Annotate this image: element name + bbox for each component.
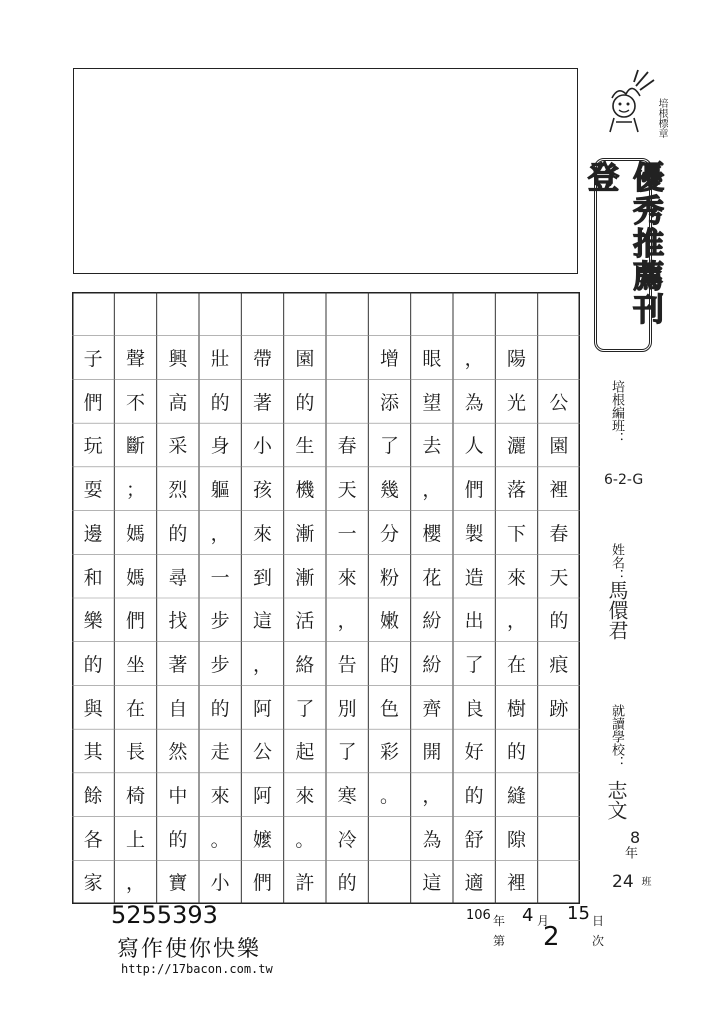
essay-cell: 孩	[252, 479, 272, 502]
badge-text: 優秀推薦刊登	[582, 161, 663, 326]
date-day-unit: 日	[592, 914, 605, 928]
essay-grid	[72, 292, 580, 904]
essay-cell: 壯	[210, 348, 230, 371]
essay-cell	[411, 292, 453, 336]
essay-cell: 軀	[210, 479, 230, 502]
essay-cell	[538, 816, 580, 860]
essay-cell: 來	[295, 785, 315, 808]
essay-cell: 的	[506, 741, 526, 764]
essay-cell: 著	[168, 653, 188, 676]
essay-cell: 人	[464, 435, 484, 458]
essay-cell: 在	[506, 653, 526, 676]
mascot-stamp-icon	[596, 66, 658, 136]
essay-cell: 樹	[506, 697, 526, 720]
essay-cell: 了	[379, 435, 399, 458]
essay-cell	[326, 379, 368, 423]
essay-cell: 的	[168, 828, 188, 851]
name-value: 馬儇君	[605, 580, 629, 640]
essay-cell: 彩	[379, 741, 399, 764]
essay-cell: 粉	[379, 566, 399, 589]
essay-cell: 的	[295, 391, 315, 414]
essay-cell: 媽	[125, 566, 145, 589]
essay-cell: 舒	[464, 828, 484, 851]
essay-cell: 這	[422, 872, 442, 895]
essay-cell	[72, 292, 114, 336]
essay-cell: 天	[549, 566, 569, 589]
essay-cell: 痕	[549, 653, 569, 676]
essay-cell: 聲	[125, 348, 145, 371]
essay-cell: 分	[379, 522, 399, 545]
essay-cell: 的	[549, 610, 569, 633]
essay-cell: ，	[210, 522, 230, 545]
essay-cell: 機	[295, 479, 315, 502]
essay-cell: 阿	[252, 785, 272, 808]
class-value: 6-2-G	[604, 472, 644, 488]
class-number-value: 24	[612, 872, 634, 892]
essay-cell: 冷	[337, 828, 357, 851]
essay-cell: 長	[125, 741, 145, 764]
essay-cell: 的	[210, 697, 230, 720]
essay-cell: 許	[295, 872, 315, 895]
essay-cell: 找	[168, 610, 188, 633]
essay-cell: 。	[295, 828, 315, 851]
essay-cell: 製	[464, 522, 484, 545]
date-month: 4	[522, 905, 534, 926]
date-day: 15	[567, 903, 590, 924]
recommendation-badge	[582, 158, 663, 352]
essay-cell: 步	[210, 610, 230, 633]
essay-cell: 中	[168, 785, 188, 808]
essay-cell: 了	[337, 741, 357, 764]
essay-column	[241, 292, 283, 904]
essay-cell: 去	[422, 435, 442, 458]
essay-cell: 然	[168, 741, 188, 764]
essay-cell	[368, 292, 410, 336]
essay-cell: 坐	[125, 653, 145, 676]
essay-cell: 天	[337, 479, 357, 502]
essay-column	[72, 292, 114, 904]
essay-cell: 陽	[506, 348, 526, 371]
essay-cell	[241, 292, 283, 336]
essay-cell: 椅	[125, 785, 145, 808]
essay-cell: 紛	[422, 653, 442, 676]
essay-cell: 一	[210, 566, 230, 589]
essay-cell: 們	[464, 479, 484, 502]
essay-cell: 隙	[506, 828, 526, 851]
essay-cell: 來	[210, 785, 230, 808]
essay-cell: 。	[379, 785, 399, 808]
essay-cell: 一	[337, 522, 357, 545]
essay-cell	[284, 292, 326, 336]
class-unit: 班	[639, 876, 650, 886]
essay-cell: 公	[252, 741, 272, 764]
attempt-suffix: 次	[592, 934, 605, 948]
essay-column	[284, 292, 326, 904]
essay-cell: ；	[125, 479, 145, 502]
essay-cell: 縫	[506, 785, 526, 808]
essay-cell	[368, 860, 410, 904]
essay-cell	[538, 292, 580, 336]
essay-cell: 著	[252, 391, 272, 414]
grade-unit: 年	[622, 846, 637, 859]
school-label: 就讀學校：	[609, 704, 624, 769]
essay-cell: 不	[125, 391, 145, 414]
date-month-unit: 月	[537, 914, 550, 928]
essay-cell: ，	[422, 479, 442, 502]
essay-cell: 玩	[83, 435, 103, 458]
date-year: 106	[466, 908, 491, 923]
essay-cell: 公	[549, 391, 569, 414]
essay-cell: 添	[379, 391, 399, 414]
essay-cell: 的	[464, 785, 484, 808]
essay-cell: 。	[210, 828, 230, 851]
essay-cell: 寒	[337, 785, 357, 808]
essay-cell: 的	[337, 872, 357, 895]
essay-cell: 增	[379, 348, 399, 371]
essay-cell: 尋	[168, 566, 188, 589]
essay-cell: 了	[464, 653, 484, 676]
essay-cell: ，	[337, 610, 357, 633]
essay-cell: 漸	[295, 522, 315, 545]
essay-cell: 采	[168, 435, 188, 458]
essay-cell: 的	[83, 653, 103, 676]
essay-cell	[199, 292, 241, 336]
essay-cell: 齊	[422, 697, 442, 720]
essay-cell: 起	[295, 741, 315, 764]
essay-column	[411, 292, 453, 904]
essay-cell: 幾	[379, 479, 399, 502]
class-label: 培根編班：	[609, 380, 624, 445]
attempt-prefix: 第	[493, 934, 506, 948]
essay-cell	[326, 292, 368, 336]
date-year-unit: 年	[493, 914, 506, 928]
essay-cell: 活	[295, 610, 315, 633]
essay-cell: 樂	[83, 610, 103, 633]
essay-cell: 們	[83, 391, 103, 414]
essay-cell: 來	[506, 566, 526, 589]
essay-cell: 生	[295, 435, 315, 458]
essay-cell: 斷	[125, 435, 145, 458]
essay-column	[199, 292, 241, 904]
stamp-label: 培根標章	[656, 98, 667, 138]
essay-cell: 眼	[422, 348, 442, 371]
essay-cell: 裡	[506, 872, 526, 895]
essay-column	[114, 292, 156, 904]
essay-cell: 紛	[422, 610, 442, 633]
essay-cell	[538, 773, 580, 817]
essay-cell	[368, 816, 410, 860]
essay-cell: 了	[295, 697, 315, 720]
essay-cell: 小	[252, 435, 272, 458]
essay-cell: 色	[379, 697, 399, 720]
essay-cell: 自	[168, 697, 188, 720]
essay-cell: 的	[168, 522, 188, 545]
essay-cell: 媽	[125, 522, 145, 545]
essay-cell: 春	[337, 435, 357, 458]
essay-cell: 下	[506, 522, 526, 545]
essay-cell: 裡	[549, 479, 569, 502]
essay-cell: ，	[464, 348, 484, 371]
essay-cell: 走	[210, 741, 230, 764]
essay-cell: 帶	[252, 348, 272, 371]
essay-cell: 灑	[506, 435, 526, 458]
essay-cell: 漸	[295, 566, 315, 589]
essay-cell: 來	[252, 522, 272, 545]
essay-cell: 在	[125, 697, 145, 720]
essay-cell: 為	[464, 391, 484, 414]
essay-cell: 家	[83, 872, 103, 895]
essay-cell: 各	[83, 828, 103, 851]
essay-cell	[114, 292, 156, 336]
essay-cell: 小	[210, 872, 230, 895]
essay-cell: 到	[252, 566, 272, 589]
serial-number: 5255393	[111, 901, 218, 929]
essay-cell	[157, 292, 199, 336]
essay-cell: 為	[422, 828, 442, 851]
essay-cell: 絡	[295, 653, 315, 676]
essay-cell: 嬤	[252, 828, 272, 851]
essay-column	[157, 292, 199, 904]
essay-cell: 們	[125, 610, 145, 633]
essay-column	[453, 292, 495, 904]
essay-cell: 櫻	[422, 522, 442, 545]
essay-cell: 良	[464, 697, 484, 720]
essay-cell: ，	[252, 653, 272, 676]
essay-cell: 園	[549, 435, 569, 458]
essay-cell: 適	[464, 872, 484, 895]
essay-cell: 春	[549, 522, 569, 545]
essay-cell: 子	[83, 348, 103, 371]
essay-cell: 這	[252, 610, 272, 633]
essay-cell: 興	[168, 348, 188, 371]
essay-cell	[453, 292, 495, 336]
essay-column	[326, 292, 368, 904]
essay-cell: 寶	[168, 872, 188, 895]
essay-cell: 身	[210, 435, 230, 458]
essay-cell: 耍	[83, 479, 103, 502]
essay-cell: 上	[125, 828, 145, 851]
essay-cell: 來	[337, 566, 357, 589]
attempt-number: 2	[543, 922, 560, 952]
essay-cell: 阿	[252, 697, 272, 720]
essay-cell: 餘	[83, 785, 103, 808]
essay-cell: 邊	[83, 522, 103, 545]
essay-cell: 和	[83, 566, 103, 589]
essay-cell: 望	[422, 391, 442, 414]
essay-cell: 花	[422, 566, 442, 589]
brand-url: http://17bacon.com.tw	[121, 962, 273, 976]
essay-column	[368, 292, 410, 904]
teacher-comment-box	[73, 68, 578, 274]
school-value: 志文	[604, 780, 628, 820]
essay-cell	[538, 860, 580, 904]
essay-cell	[538, 729, 580, 773]
essay-cell: 跡	[549, 697, 569, 720]
essay-cell: 的	[210, 391, 230, 414]
essay-cell: 光	[506, 391, 526, 414]
essay-cell: 與	[83, 697, 103, 720]
essay-cell: 造	[464, 566, 484, 589]
essay-cell: 步	[210, 653, 230, 676]
essay-cell: 出	[464, 610, 484, 633]
essay-cell: 們	[252, 872, 272, 895]
essay-cell: 告	[337, 653, 357, 676]
essay-cell: 落	[506, 479, 526, 502]
grade-value: 8	[630, 828, 641, 847]
essay-cell: ，	[125, 872, 145, 895]
essay-cell	[495, 292, 537, 336]
essay-column	[538, 292, 580, 904]
essay-cell: 的	[379, 653, 399, 676]
essay-cell: ，	[422, 785, 442, 808]
essay-cell: 園	[295, 348, 315, 371]
essay-cell	[538, 336, 580, 380]
essay-column	[495, 292, 537, 904]
essay-cell: 其	[83, 741, 103, 764]
essay-cell: 開	[422, 741, 442, 764]
name-label: 姓名：	[609, 543, 624, 582]
essay-cell: 高	[168, 391, 188, 414]
essay-cell: ，	[506, 610, 526, 633]
essay-cell: 好	[464, 741, 484, 764]
brand-slogan: 寫作使你快樂	[117, 937, 262, 962]
essay-cell	[326, 336, 368, 380]
essay-cell: 嫩	[379, 610, 399, 633]
essay-cell: 烈	[168, 479, 188, 502]
essay-cell: 別	[337, 697, 357, 720]
